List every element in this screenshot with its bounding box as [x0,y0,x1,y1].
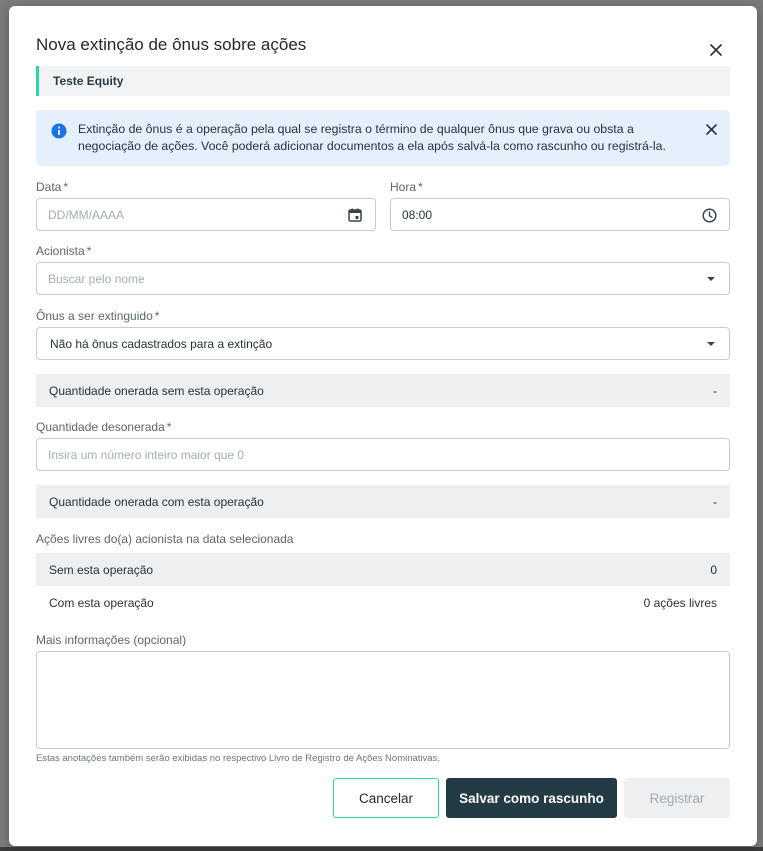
qty-released-placeholder: Insira um número inteiro maior que 0 [48,447,245,462]
free-shares-with-label: Com esta operação [49,595,154,610]
backdrop [0,847,763,851]
free-shares-with-row [36,586,730,619]
encumbrance-label-text: Ônus a ser extinguido [36,309,153,323]
time-value: 08:00 [402,207,433,222]
notes-hint: Estas anotações também serão exibidas no respectivo Livro de Registro de Ações Nominativas. [36,753,440,764]
qty-with-label: Quantidade onerada com esta operação [49,494,264,509]
info-alert [36,110,730,166]
notes-label: Mais informações (opcional) [36,633,187,647]
time-input[interactable] [390,198,730,231]
free-shares-label: Ações livres do(a) acionista na data selecionada [36,532,294,546]
free-shares-without-label: Sem esta operação [49,562,154,577]
free-shares-with-value: 0 ações livres [643,595,717,610]
required-mark: * [86,244,92,258]
cancel-button[interactable]: Cancelar [333,778,439,818]
shareholder-label-text: Acionista [36,244,85,258]
info-text: Extinção de ônus é a operação pela qual se registra o término de qualquer ônus que grava ou obsta a negociação de ações. Você poderá adicionar documentos a ela após salvá-la como rascunho ou registrá-la. [78,122,666,153]
qty-released-label-text: Quantidade desonerada [36,420,165,434]
company-name-bar [36,66,730,96]
save-draft-button[interactable]: Salvar como rascunho [446,778,617,818]
shareholder-placeholder: Buscar pelo nome [48,271,145,286]
required-mark: * [166,420,172,434]
free-shares-without-row [36,553,730,586]
notes-textarea[interactable] [36,651,730,749]
close-icon [706,124,717,135]
shareholder-label [36,244,91,258]
chevron-down-icon [707,277,715,281]
date-label [36,180,68,194]
close-icon [710,44,722,56]
qty-released-label [36,420,171,434]
qty-released-input[interactable] [36,438,730,471]
calendar-icon[interactable] [347,207,363,223]
required-mark: * [154,309,160,323]
modal-dialog [9,6,757,846]
time-label [390,180,423,194]
required-mark: * [418,180,423,194]
encumbrance-label [36,309,159,323]
date-placeholder: DD/MM/AAAA [48,207,125,222]
free-shares-without-value: 0 [710,562,717,577]
shareholder-select[interactable] [36,262,730,295]
info-close-button[interactable] [701,119,721,139]
encumbrance-select[interactable] [36,327,730,360]
modal-title: Nova extinção de ônus sobre ações [36,35,307,54]
clock-icon[interactable] [701,207,717,223]
chevron-down-icon [707,342,715,346]
qty-without-value: - [713,383,717,398]
register-button[interactable]: Registrar [624,778,730,818]
qty-without-label: Quantidade onerada sem esta operação [49,383,264,398]
encumbrance-value: Não há ônus cadastrados para a extinção [50,336,273,351]
qty-without-operation-row [36,374,730,407]
qty-with-value: - [713,494,717,509]
time-label-text: Hora [390,180,417,194]
company-name: Teste Equity [53,74,124,88]
date-label-text: Data [36,180,62,194]
info-icon [51,123,67,139]
qty-with-operation-row [36,485,730,518]
date-input[interactable] [36,198,376,231]
modal-close-button[interactable] [706,40,726,60]
required-mark: * [63,180,69,194]
